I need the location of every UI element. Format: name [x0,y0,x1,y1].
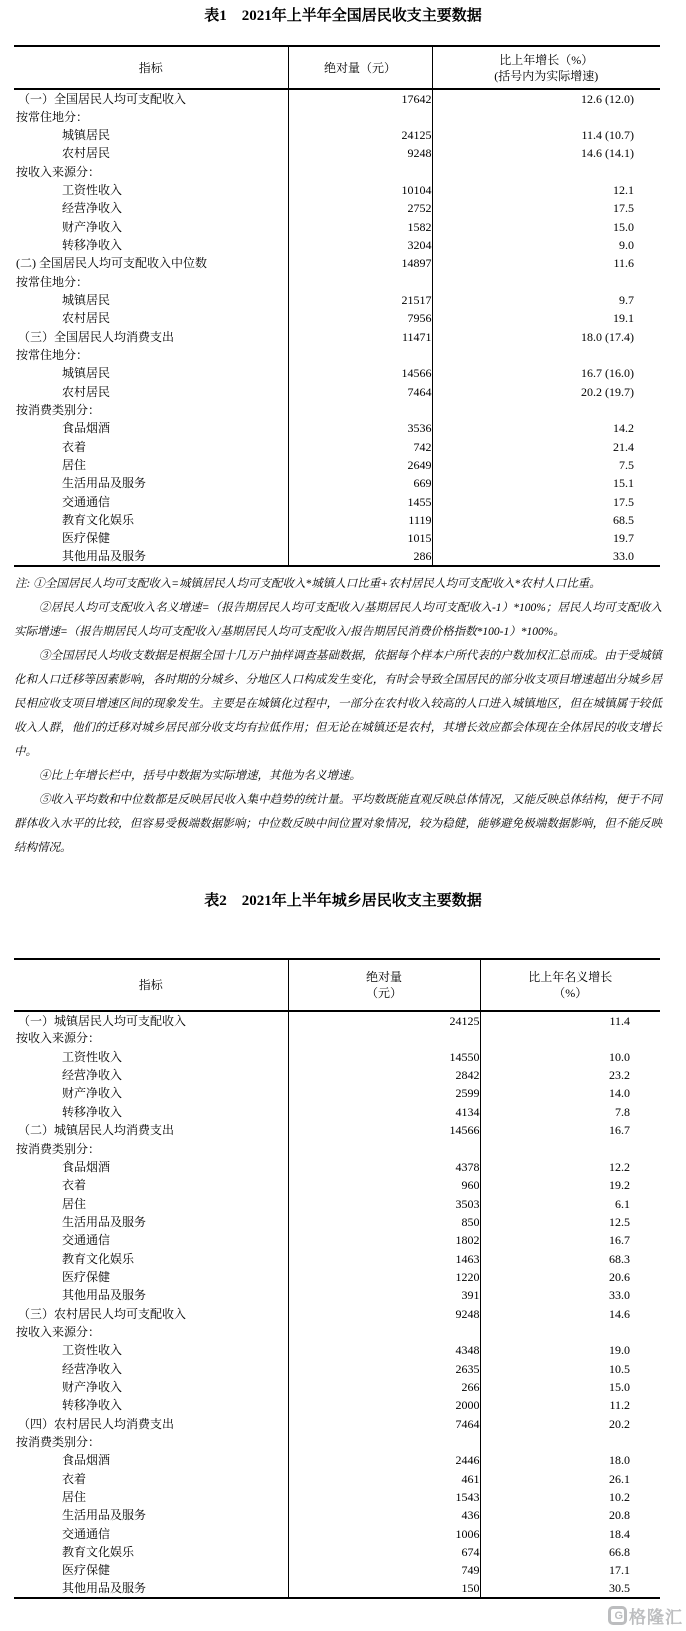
cell-indicator: （一）全国居民人均可支配收入 [18,91,187,106]
cell-growth-value [480,1323,660,1341]
cell-indicator: 财产净收入 [62,1086,123,1101]
note-item: 注: ①全国居民人均可支配收入=城镇居民人均可支配收入*城镇人口比重+农村居民人均可支配收入*农村人口比重。 [15,577,601,590]
cell-growth-value: 12.6 (12.0) [432,89,660,107]
cell-absolute-value: 2842 [288,1066,480,1084]
cell-growth-value: 12.2 [480,1158,660,1176]
cell-growth-value: 12.5 [480,1213,660,1231]
cell-absolute-value: 674 [288,1543,480,1561]
table-row [14,1194,660,1212]
cell-absolute-value: 9248 [288,1304,480,1322]
table-row [14,1323,660,1341]
cell-indicator: 按常住地分： [16,274,89,289]
cell-indicator: 按常住地分： [16,109,89,124]
cell-growth-value: 17.5 [432,493,660,511]
cell-absolute-value: 749 [288,1561,480,1579]
cell-growth-value: 14.6 (14.1) [432,144,660,162]
table1-col-indicator: 指标 [14,46,288,89]
table-row [14,493,660,511]
cell-growth-value [480,1139,660,1157]
cell-indicator: 工资性收入 [62,182,123,197]
cell-growth-value: 11.2 [480,1396,660,1414]
table-row [14,1158,660,1176]
table-row [14,364,660,382]
table2-col-indicator: 指标 [14,959,288,1011]
table1-title: 表1 2021年上半年全国居民收支主要数据 [204,8,482,24]
table2-col-growth-line2: （%） [553,985,588,1000]
cell-absolute-value: 9248 [288,144,432,162]
table-row [14,1249,660,1267]
cell-absolute-value: 2000 [288,1396,480,1414]
cell-indicator: 衣着 [62,439,87,454]
cell-growth-value: 19.1 [432,309,660,327]
table-row [14,1433,660,1451]
cell-absolute-value: 3204 [288,236,432,254]
table-row [14,199,660,217]
table-row [14,291,660,309]
cell-indicator: 其他用品及服务 [62,549,147,564]
table-row [14,1268,660,1286]
cell-absolute-value: 461 [288,1470,480,1488]
table-row [14,1304,660,1322]
table-row [14,1121,660,1139]
cell-growth-value: 10.5 [480,1359,660,1377]
table1-notes [14,572,662,860]
cell-growth-value: 15.0 [432,217,660,235]
table-row [14,438,660,456]
table2-header-row [14,959,660,1011]
cell-indicator: 经营净收入 [62,1361,123,1376]
cell-indicator: (二) 全国居民人均可支配收入中位数 [16,256,207,271]
cell-growth-value: 68.5 [432,511,660,529]
table-row [14,254,660,272]
cell-absolute-value: 24125 [288,1011,480,1029]
table-row [14,1341,660,1359]
cell-indicator: 按消费类别分： [16,1141,101,1156]
table-row [14,1580,660,1598]
table-row [14,1396,660,1414]
cell-absolute-value: 850 [288,1213,480,1231]
cell-absolute-value: 14550 [288,1048,480,1066]
cell-growth-value: 14.2 [432,419,660,437]
cell-indicator: 教育文化娱乐 [62,1251,135,1266]
table-row [14,419,660,437]
cell-growth-value: 20.8 [480,1506,660,1524]
cell-indicator: 经营净收入 [62,201,123,216]
cell-growth-value: 17.5 [432,199,660,217]
table-row [14,529,660,547]
cell-absolute-value [288,272,432,290]
cell-indicator: 交通通信 [62,1233,111,1248]
table-row [14,162,660,180]
gelonghui-logo-icon: G [608,1606,627,1625]
cell-growth-value: 11.4 [480,1011,660,1029]
cell-growth-value: 12.1 [432,181,660,199]
table-row [14,548,660,566]
table-row [14,1470,660,1488]
cell-indicator: 医疗保健 [62,531,111,546]
cell-absolute-value [288,1433,480,1451]
cell-absolute-value: 1220 [288,1268,480,1286]
cell-absolute-value: 391 [288,1286,480,1304]
cell-indicator: 其他用品及服务 [62,1581,147,1596]
table2-col-growth-line1: 比上年名义增长 [528,969,613,984]
cell-absolute-value: 4378 [288,1158,480,1176]
cell-growth-value: 16.7 (16.0) [432,364,660,382]
cell-growth-value: 19.0 [480,1341,660,1359]
cell-indicator: 衣着 [62,1178,87,1193]
table-row [14,1139,660,1157]
cell-absolute-value: 24125 [288,126,432,144]
table-row [14,1213,660,1231]
cell-indicator: 按消费类别分： [16,403,101,418]
table-row [14,1378,660,1396]
cell-indicator: 居住 [62,1490,87,1505]
cell-indicator: 工资性收入 [62,1049,123,1064]
table-row [14,456,660,474]
cell-growth-value: 7.8 [480,1103,660,1121]
cell-indicator: 按收入来源分： [16,1324,101,1339]
table-row [14,107,660,125]
cell-growth-value: 33.0 [480,1286,660,1304]
cell-growth-value: 10.0 [480,1048,660,1066]
cell-growth-value: 10.2 [480,1488,660,1506]
cell-growth-value: 20.6 [480,1268,660,1286]
table-row [14,1011,660,1029]
cell-growth-value [432,401,660,419]
table1-col-growth [432,46,660,89]
table-row [14,144,660,162]
table-row [14,1029,660,1047]
cell-absolute-value [288,1323,480,1341]
cell-absolute-value: 1455 [288,493,432,511]
cell-indicator: 农村居民 [62,384,111,399]
cell-indicator: 按收入来源分： [16,164,101,179]
cell-indicator: 医疗保健 [62,1563,111,1578]
table-row [14,1561,660,1579]
cell-growth-value: 23.2 [480,1066,660,1084]
cell-absolute-value: 150 [288,1580,480,1598]
cell-growth-value: 14.6 [480,1304,660,1322]
table-row [14,1359,660,1377]
cell-indicator: 财产净收入 [62,1379,123,1394]
cell-indicator: （三）全国居民人均消费支出 [18,329,175,344]
cell-indicator: 农村居民 [62,146,111,161]
cell-absolute-value: 3503 [288,1194,480,1212]
cell-growth-value: 68.3 [480,1249,660,1267]
table-row [14,126,660,144]
cell-indicator: 农村居民 [62,311,111,326]
cell-absolute-value: 14566 [288,364,432,382]
cell-absolute-value: 4134 [288,1103,480,1121]
cell-indicator: 转移净收入 [62,1104,123,1119]
table-row [14,1231,660,1249]
cell-growth-value: 30.5 [480,1580,660,1598]
cell-growth-value: 19.2 [480,1176,660,1194]
table-row [14,1506,660,1524]
cell-absolute-value: 669 [288,474,432,492]
table-row [14,1488,660,1506]
cell-absolute-value: 2649 [288,456,432,474]
table-row [14,1176,660,1194]
cell-growth-value: 21.4 [432,438,660,456]
table2-col-absolute-line2: （元） [365,985,402,1000]
cell-indicator: 居住 [62,1196,87,1211]
table-row [14,1451,660,1469]
table-row [14,309,660,327]
cell-growth-value: 9.7 [432,291,660,309]
cell-indicator: 城镇居民 [62,366,111,381]
cell-absolute-value: 2446 [288,1451,480,1469]
cell-absolute-value [288,346,432,364]
cell-indicator: 按消费类别分： [16,1435,101,1450]
cell-indicator: 居住 [62,458,87,473]
cell-absolute-value: 960 [288,1176,480,1194]
cell-growth-value: 16.7 [480,1121,660,1139]
cell-absolute-value [288,1139,480,1157]
cell-absolute-value [288,107,432,125]
cell-absolute-value: 1582 [288,217,432,235]
table-row [14,1048,660,1066]
cell-growth-value: 11.6 [432,254,660,272]
cell-indicator: 工资性收入 [62,1343,123,1358]
note-item: ③全国居民人均收支数据是根据全国十几万户抽样调查基础数据，依据每个样本户所代表的户数加权汇总而成。由于受城镇化和人口迁移等因素影响，各时期的分城乡、分地区人口构成发生变化，有时会导致全国居民的部分收支项目增速超出分城乡居民相应收支项目增速区间的现象发生。主要是在城镇化过程中，一部分在农村收入较高的人口进入城镇地区，但在城镇属于较低收入人群，他们的迁移对城乡居民部分收支均有拉低作用；但无论在城镇还是农村，其增长效应都会体现在全体居民的收支增长中。 [14,649,662,758]
table-row [14,327,660,345]
cell-growth-value [480,1029,660,1047]
table2-col-growth [480,959,660,1011]
cell-absolute-value: 2635 [288,1359,480,1377]
table-row [14,401,660,419]
table2-body [14,1011,660,1598]
table-row [14,1543,660,1561]
cell-growth-value [432,346,660,364]
cell-growth-value: 15.1 [432,474,660,492]
cell-indicator: 城镇居民 [62,292,111,307]
table1-col-growth-line1: 比上年增长（%） [499,52,594,67]
cell-absolute-value: 3536 [288,419,432,437]
cell-absolute-value: 436 [288,1506,480,1524]
cell-indicator: （四）农村居民人均消费支出 [18,1416,175,1431]
cell-growth-value: 9.0 [432,236,660,254]
cell-indicator: 生活用品及服务 [62,1214,147,1229]
cell-growth-value: 20.2 [480,1415,660,1433]
cell-absolute-value: 21517 [288,291,432,309]
cell-indicator: 财产净收入 [62,219,123,234]
cell-growth-value: 16.7 [480,1231,660,1249]
table1-col-absolute: 绝对量（元） [288,46,432,89]
cell-absolute-value: 17642 [288,89,432,107]
cell-indicator: 教育文化娱乐 [62,513,135,528]
cell-growth-value: 11.4 (10.7) [432,126,660,144]
cell-absolute-value [288,162,432,180]
cell-absolute-value: 2752 [288,199,432,217]
cell-absolute-value: 4348 [288,1341,480,1359]
cell-indicator: 经营净收入 [62,1068,123,1083]
table-row [14,511,660,529]
cell-absolute-value: 266 [288,1378,480,1396]
watermark-text: 格隆汇 [629,1608,683,1627]
cell-growth-value: 18.0 (17.4) [432,327,660,345]
cell-growth-value: 66.8 [480,1543,660,1561]
table-row [14,236,660,254]
cell-growth-value: 17.1 [480,1561,660,1579]
cell-indicator: 交通通信 [62,494,111,509]
cell-growth-value: 18.0 [480,1451,660,1469]
cell-absolute-value: 7464 [288,1415,480,1433]
cell-growth-value [432,272,660,290]
cell-indicator: （三）农村居民人均可支配收入 [18,1306,187,1321]
cell-absolute-value [288,1029,480,1047]
cell-indicator: 转移净收入 [62,1398,123,1413]
table-row [14,474,660,492]
cell-absolute-value: 1802 [288,1231,480,1249]
cell-indicator: 食品烟酒 [62,1453,111,1468]
note-item: ②居民人均可支配收入名义增速=（报告期居民人均可支配收入/基期居民人均可支配收入-1）*100%；居民人均可支配收入实际增速=（报告期居民人均可支配收入/基期居民人均可支配收入/报告期居民消费价格指数*100-1）*100%。 [14,601,662,638]
cell-absolute-value: 286 [288,548,432,566]
cell-absolute-value: 1463 [288,1249,480,1267]
table2-header [14,959,660,1011]
cell-growth-value: 18.4 [480,1525,660,1543]
cell-indicator: 生活用品及服务 [62,476,147,491]
cell-growth-value: 14.0 [480,1084,660,1102]
cell-indicator: 医疗保健 [62,1269,111,1284]
cell-absolute-value: 10104 [288,181,432,199]
table2-col-absolute-line1: 绝对量 [365,969,402,984]
note-item: ④比上年增长栏中，括号中数据为实际增速，其他为名义增速。 [39,769,361,782]
cell-indicator: 其他用品及服务 [62,1288,147,1303]
cell-indicator: （二）城镇居民人均消费支出 [18,1123,175,1138]
cell-growth-value: 20.2 (19.7) [432,383,660,401]
table-row [14,346,660,364]
cell-absolute-value: 742 [288,438,432,456]
table-row [14,1103,660,1121]
cell-absolute-value: 14897 [288,254,432,272]
cell-absolute-value: 1543 [288,1488,480,1506]
cell-indicator: 衣着 [62,1471,87,1486]
cell-growth-value: 7.5 [432,456,660,474]
table1-body [14,89,660,566]
table-row [14,1415,660,1433]
cell-indicator: 教育文化娱乐 [62,1545,135,1560]
cell-indicator: 转移净收入 [62,237,123,252]
table2-urban-rural-income-expenditure [14,958,660,1599]
cell-absolute-value: 7464 [288,383,432,401]
table-row [14,181,660,199]
note-item: ⑤收入平均数和中位数都是反映居民收入集中趋势的统计量。平均数既能直观反映总体情况，又能反映总体结构，便于不同群体收入水平的比较，但容易受极端数据影响；中位数反映中间位置对象情况，较为稳健，能够避免极端数据影响，但不能反映结构情况。 [14,793,662,854]
cell-indicator: （一）城镇居民人均可支配收入 [18,1013,187,1028]
table1-col-growth-line2: (括号内为实际增速) [494,68,599,83]
cell-growth-value [432,162,660,180]
cell-indicator: 按常住地分： [16,347,89,362]
cell-absolute-value [288,401,432,419]
table-row [14,1066,660,1084]
cell-indicator: 按收入来源分： [16,1031,101,1046]
table1-header-row [14,46,660,89]
cell-growth-value [480,1433,660,1451]
cell-growth-value: 6.1 [480,1194,660,1212]
cell-indicator: 食品烟酒 [62,421,111,436]
cell-absolute-value: 2599 [288,1084,480,1102]
table-row [14,1525,660,1543]
cell-indicator: 交通通信 [62,1526,111,1541]
table1-header [14,46,660,89]
cell-indicator: 生活用品及服务 [62,1508,147,1523]
cell-absolute-value: 1006 [288,1525,480,1543]
cell-growth-value: 19.7 [432,529,660,547]
table-row [14,272,660,290]
table-row [14,89,660,107]
cell-absolute-value: 14566 [288,1121,480,1139]
table-row [14,1084,660,1102]
cell-growth-value: 26.1 [480,1470,660,1488]
table2-title: 表2 2021年上半年城乡居民收支主要数据 [204,892,482,909]
cell-absolute-value: 1015 [288,529,432,547]
gelonghui-watermark [608,1603,683,1628]
cell-growth-value: 15.0 [480,1378,660,1396]
cell-indicator: 城镇居民 [62,127,111,142]
cell-growth-value [432,107,660,125]
cell-indicator: 食品烟酒 [62,1159,111,1174]
table2-col-absolute [288,959,480,1011]
table-row [14,217,660,235]
table-row [14,1286,660,1304]
cell-absolute-value: 7956 [288,309,432,327]
cell-absolute-value: 1119 [288,511,432,529]
cell-absolute-value: 11471 [288,327,432,345]
table1-national-income-expenditure [14,45,660,567]
cell-growth-value: 33.0 [432,548,660,566]
table-row [14,383,660,401]
